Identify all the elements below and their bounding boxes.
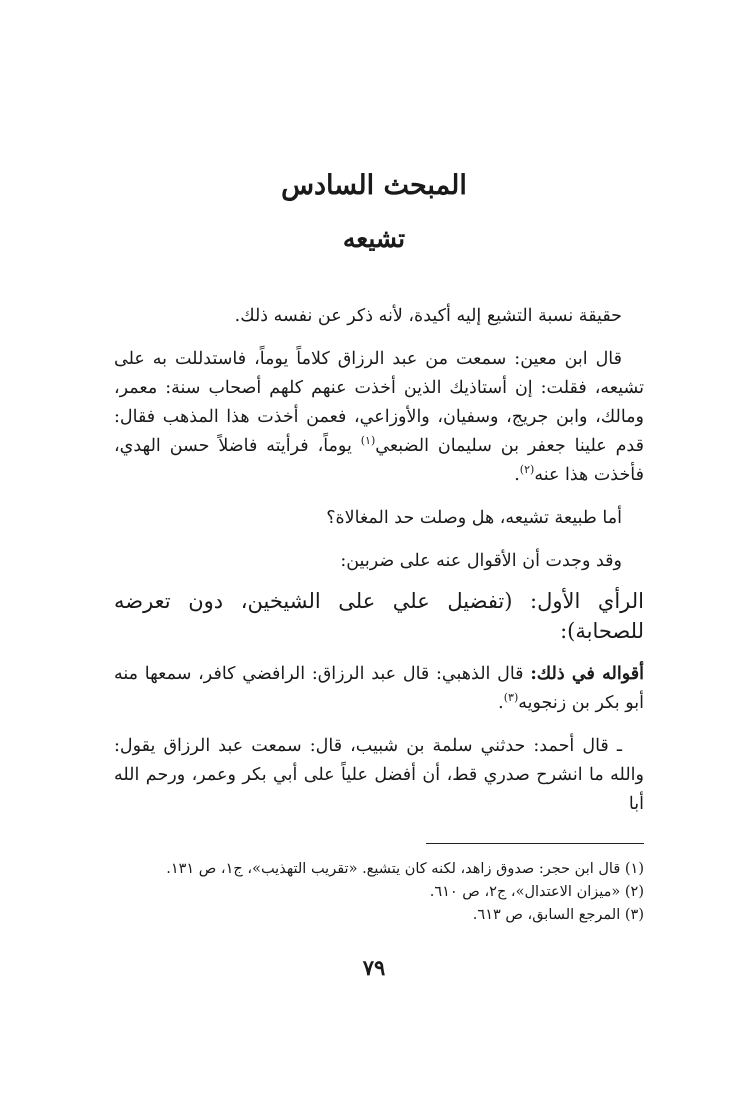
paragraph-question: أما طبيعة تشيعه، هل وصلت حد المغالاة؟: [326, 508, 622, 528]
footnote-ref-2[interactable]: (٢): [519, 463, 535, 477]
paragraph-ibn-maeen: [114, 345, 644, 490]
paragraph-intro: حقيقة نسبة التشيع إليه أكيدة، لأنه ذكر عن نفسه ذلك.: [234, 306, 622, 326]
footnote-1: (١) قال ابن حجر: صدوق زاهد، لكنه كان يتشيع. «تقريب التهذيب»، ج١، ص ١٣١.: [166, 861, 644, 877]
page-number: ٧٩: [362, 955, 386, 980]
footnote-2: (٢) «ميزان الاعتدال»، ج٢، ص ٦١٠.: [429, 884, 644, 900]
subheading-first-view: الرأي الأول: (تفضيل علي على الشيخين، دون تعرضه للصحابة):: [114, 589, 644, 643]
paragraph-end: .: [498, 693, 504, 713]
paragraph-lead: أقواله في ذلك:: [530, 664, 644, 684]
paragraph-text: قال الذهبي: قال عبد الرزاق: الرافضي كافر، سمعها منه أبو بكر بن زنجويه: [114, 664, 644, 713]
paragraph-ahmad: ـ قال أحمد: حدثني سلمة بن شبيب، قال: سمعت عبد الرزاق يقول: والله ما انشرح صدري قط، أن أفضل علياً على أبي بكر وعمر، ورحم الله أبا: [114, 736, 644, 814]
footnote-ref-3[interactable]: (٣): [503, 691, 519, 705]
footnote-divider: [426, 843, 644, 844]
footnote-3: (٣) المرجع السابق، ص ٦١٣.: [472, 907, 644, 923]
section-title: تشيعه: [342, 224, 406, 253]
body-text: [114, 302, 644, 819]
paragraph-two-views: وقد وجدت أن الأقوال عنه على ضربين:: [340, 551, 622, 571]
paragraph-text: قال ابن معين: سمعت من عبد الرزاق كلاماً يوماً، فاستدللت به على تشيعه، فقلت: إن أستاذيك الذين أخذت عنهم كلهم أصحاب سنة: معمر، ومالك، وابن جريج، وسفيان، والأوزاعي، فعمن أخذت هذا المذهب فقال: قدم علينا جعفر بن سليمان الضبعي: [114, 349, 644, 456]
chapter-title: المبحث السادس: [281, 170, 467, 201]
paragraph-text: يوماً، فرأيته فاضلاً حسن الهدي، فأخذت هذا عنه: [114, 436, 644, 485]
footnote-ref-1[interactable]: (١): [360, 434, 376, 448]
paragraph-end: .: [514, 465, 520, 485]
paragraph-dhahabi: [114, 660, 644, 718]
footnotes: [104, 858, 644, 927]
